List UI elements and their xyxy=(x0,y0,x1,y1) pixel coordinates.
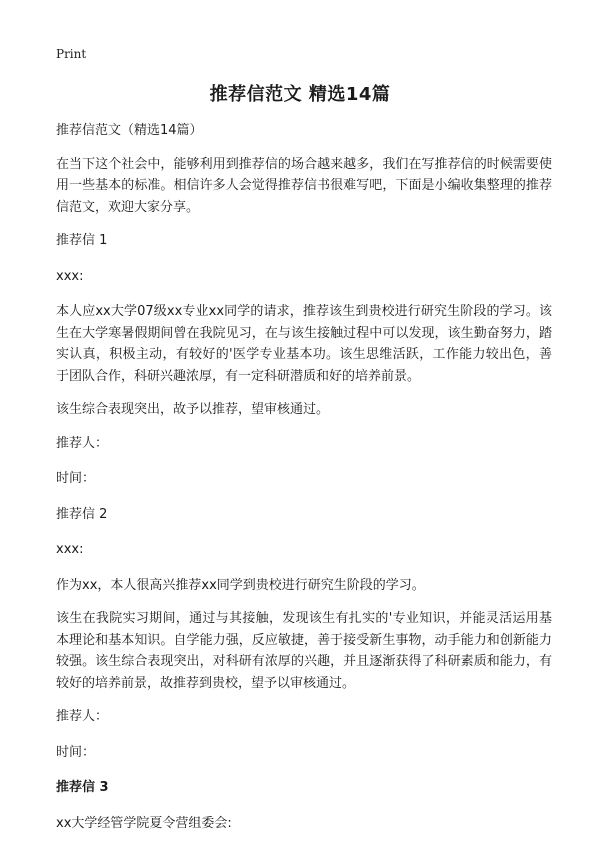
letter-3-heading: 推荐信 3 xyxy=(56,780,109,795)
letter-1-paragraph-1: 本人应xx大学07级xx专业xx同学的请求，推荐该生到贵校进行研究生阶段的学习。该生在大学寒暑假期间曾在我院见习，在与该生接触过程中可以发现，该生勤奋努力，踏实认真，积极主动，有较好的'医学专业基本功。该生思维活跃，工作能力较出色，善于团队合作，科研兴趣浓厚，有一定科研潜质和好的培养前景。 xyxy=(56,304,552,384)
letter-1-paragraph-2: 该生综合表现突出，故予以推荐，望审核通过。 xyxy=(56,402,330,417)
letter-2-heading: 推荐信 2 xyxy=(56,506,108,522)
letter-1-recommender: 推荐人： xyxy=(56,435,109,451)
subtitle: 推荐信范文（精选14篇） xyxy=(56,123,203,138)
intro-paragraph: 在当下这个社会中，能够利用到推荐信的场合越来越多，我们在写推荐信的时候需要使用一些基本的标准。相信许多人会觉得推荐信书很难写吧，下面是小编收集整理的推荐信范文，欢迎大家分享。 xyxy=(56,156,552,215)
print-label: Print xyxy=(56,47,87,61)
document-body xyxy=(56,120,552,848)
letter-3-salutation: xx大学经管学院夏令营组委会: xyxy=(56,815,232,831)
letter-2-salutation: xxx: xyxy=(56,542,84,557)
letter-2-paragraph-2: 该生在我院实习期间，通过与其接触，发现该生有扎实的'专业知识，并能灵活运用基本理论和基本知识。自学能力强，反应敏捷，善于接受新生事物，动手能力和创新能力较强。该生综合表现突出，对科研有浓厚的兴趣，并且逐渐获得了科研素质和能力，有较好的培养前景，故推荐到贵校，望予以审核通过。 xyxy=(56,611,552,691)
letter-1-heading: 推荐信 1 xyxy=(56,233,108,248)
letter-2-recommender: 推荐人： xyxy=(56,709,109,724)
letter-1-salutation: xxx: xyxy=(56,268,84,284)
letter-2-paragraph-1: 作为xx，本人很高兴推荐xx同学到贵校进行研究生阶段的学习。 xyxy=(56,577,425,593)
letter-1-time: 时间： xyxy=(56,471,96,486)
letter-2-time: 时间： xyxy=(56,744,96,760)
page-title: 推荐信范文 精选14篇 xyxy=(209,84,391,105)
